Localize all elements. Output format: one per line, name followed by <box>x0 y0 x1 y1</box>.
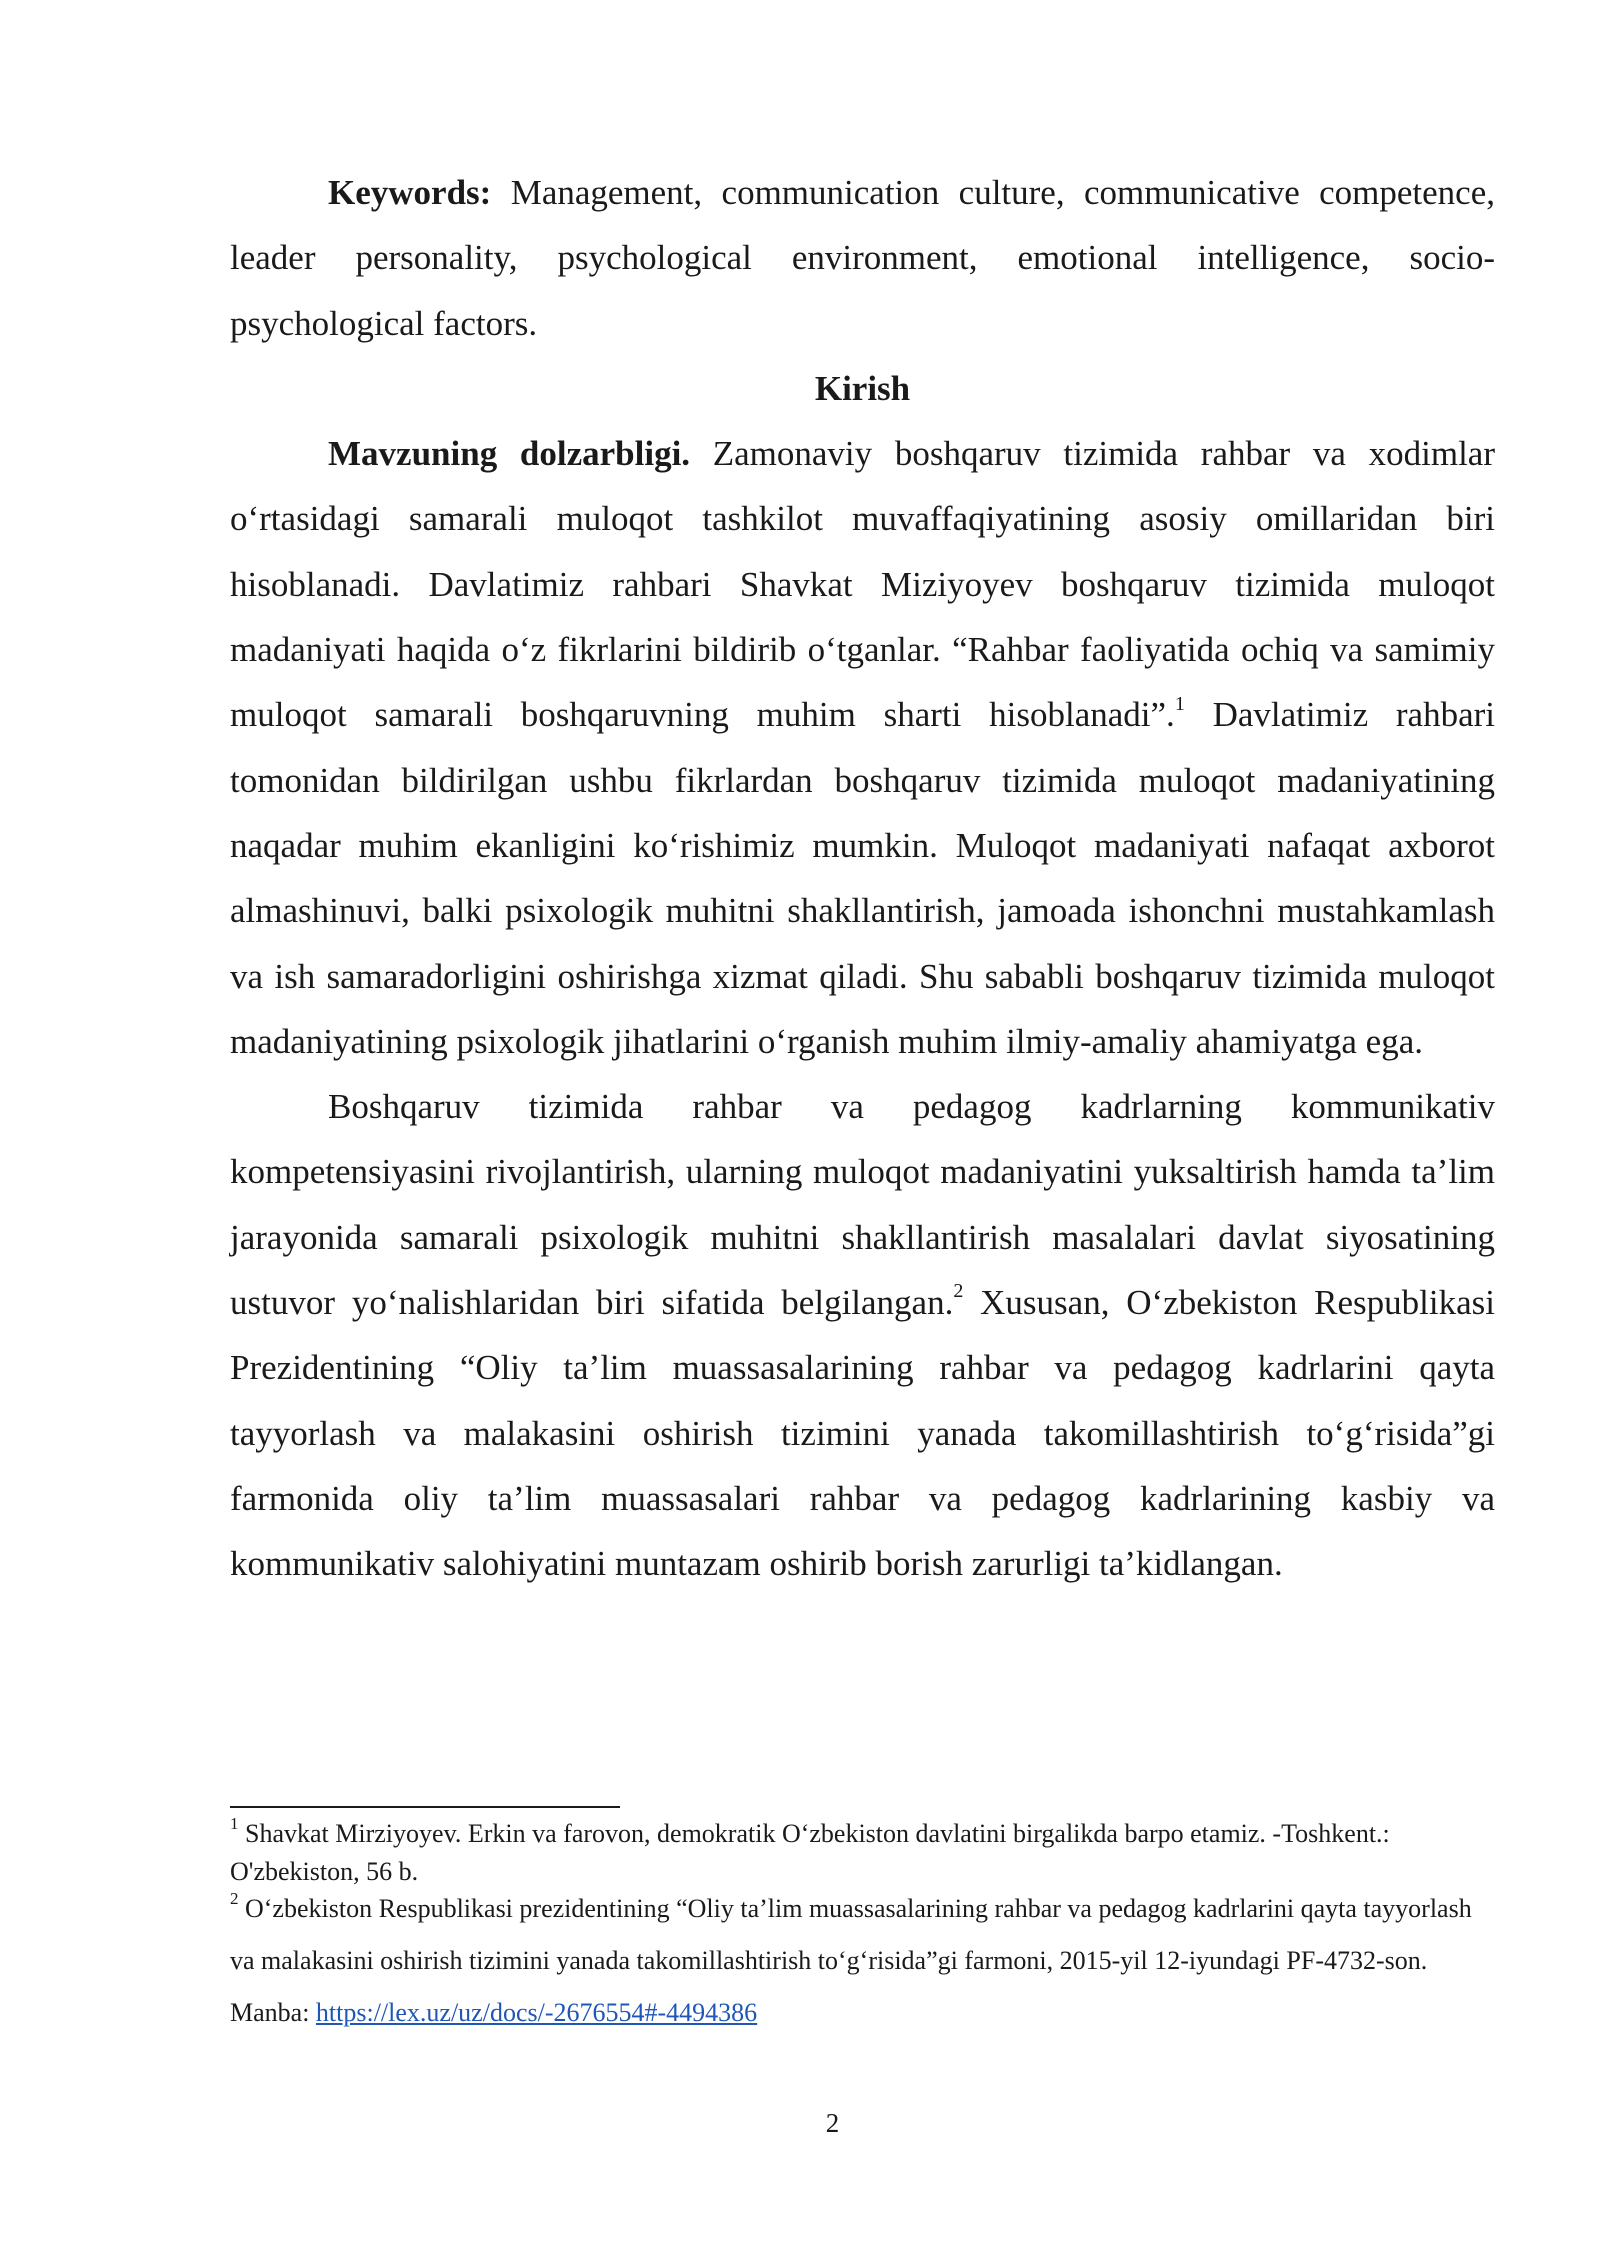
body-text <box>230 160 1495 1597</box>
paragraph-policy <box>230 1074 1495 1596</box>
footnote-ref-2[interactable]: 2 <box>953 1280 964 1303</box>
section-heading: Kirish <box>814 368 911 408</box>
paragraph-text: Xususan, O‘zbekiston Respublikasi Prezidentining “Oliy ta’lim muassasalarining rahbar va pedagog kadrlarini qayta tayyorlash va malakasini oshirish tizimini yanada takomillashtirish to‘g‘risida”gi farmonida oliy ta’lim muassasalari rahbar va pedagog kadrlarining kasbiy va kommunikativ salohiyatini muntazam oshirib borish zarurligi ta’kidlangan. <box>230 1283 1495 1584</box>
footnote-source-link[interactable]: https://lex.uz/uz/docs/-2676554#-4494386 <box>315 1998 758 2027</box>
paragraph-lead: Mavzuning dolzarbligi. <box>328 434 691 474</box>
keywords-label: Keywords: <box>328 173 492 212</box>
keywords-text: Management, communication culture, communicative competence, leader personality, psychological environment, emotional intelligence, socio-psychological factors. <box>230 173 1495 343</box>
footnote-text: Shavkat Mirziyoyev. Erkin va farovon, demokratik O‘zbekiston davlatini birgalikda barpo etamiz. -Toshkent.: O'zbekiston, 56 b. <box>230 1819 1390 1886</box>
footnote-2 <box>230 1883 1495 2039</box>
paragraph-text: Zamonaviy boshqaruv tizimida rahbar va xodimlar o‘rtasidagi samarali muloqot tashkilot muvaffaqiyatining asosiy omillaridan biri hisoblanadi. Davlatimiz rahbari Shavkat Miziyoyev boshqaruv tizimida muloqot madaniyati haqida o‘z fikrlarini bildirib o‘tganlar. “Rahbar faoliyatida ochiq va samimiy muloqot samarali boshqaruvning muhim sharti hisoblanadi”. <box>230 434 1495 735</box>
footnote-separator <box>230 1806 620 1808</box>
paragraph-relevance <box>230 421 1495 1074</box>
footnote-number: 1 <box>230 1814 239 1834</box>
footnote-number: 2 <box>230 1889 239 1909</box>
footnote-1 <box>230 1815 1495 1891</box>
keywords-paragraph <box>230 160 1495 356</box>
paragraph-text: Boshqaruv tizimida rahbar va pedagog kadrlarning kommunikativ kompetensiyasini rivojlantirish, ularning muloqot madaniyatini yuksaltirish hamda ta’lim jarayonida samarali psixologik muhitni shakllantirish masalalari davlat siyosatining ustuvor yo‘nalishlaridan biri sifatida belgilangan. <box>230 1087 1495 1323</box>
page-number: 2 <box>825 2108 840 2138</box>
footnote-ref-1[interactable]: 1 <box>1174 692 1185 715</box>
paragraph-text: Davlatimiz rahbari tomonidan bildirilgan ushbu fikrlardan boshqaruv tizimida muloqot madaniyatining naqadar muhim ekanligini ko‘rishimiz mumkin. Muloqot madaniyati nafaqat axborot almashinuvi, balki psixologik muhitni shakllantirish, jamoada ishonchni mustahkamlash va ish samaradorligini oshirishga xizmat qiladi. Shu sababli boshqaruv tizimida muloqot madaniyatining psixologik jihatlarini o‘rganish muhim ilmiy-amaliy ahamiyatga ega. <box>230 695 1496 1061</box>
footnotes <box>230 1815 1495 2039</box>
footnote-text: O‘zbekiston Respublikasi prezidentining “Oliy ta’lim muassasalarining rahbar va pedagog kadrlarini qayta tayyorlash va malakasini oshirish tizimini yanada takomillashtirish to‘g‘risida”gi farmoni, 2015-yil 12-iyundagi PF-4732-son. Manba: <box>230 1894 1472 2027</box>
